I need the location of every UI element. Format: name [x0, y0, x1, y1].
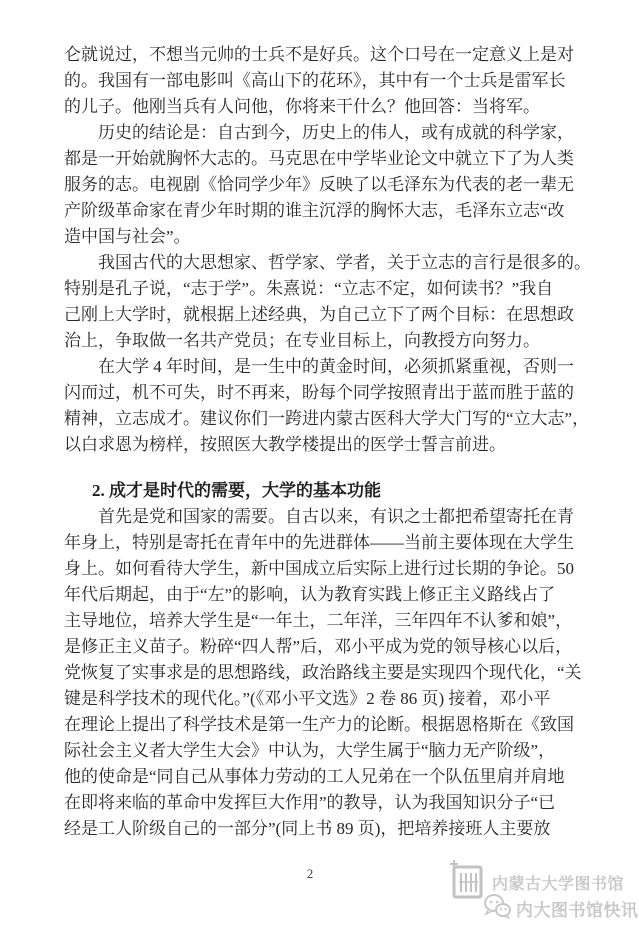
text-line: 身上。如何看待大学生，新中国成立后实际上进行过长期的争论。50 [64, 559, 574, 578]
text-line: 仑就说过，不想当元帅的士兵不是好兵。这个口号在一定意义上是对 [64, 45, 574, 64]
text-line: 特别是孔子说，“志于学”。朱熹说：“立志不定，如何读书？”我自 [64, 279, 554, 298]
text-line: 首先是党和国家的需要。自古以来，有识之士都把希望寄托在青 [98, 507, 574, 526]
text-line: 服务的志。电视剧《恰同学少年》反映了以毛泽东为代表的老一辈无 [64, 175, 574, 194]
text-line: 年身上，特别是寄托在青年中的先进群体——当前主要体现在大学生 [64, 533, 574, 552]
text-line: 以白求恩为榜样，按照医大教学楼提出的医学士誓言前进。 [64, 435, 506, 454]
text-line: 治上，争取做一名共产党员；在专业目标上，向教授方向努力。 [64, 331, 540, 350]
text-line: 际社会主义者大学生大会》中认为，大学生属于“脑力无产阶级”， [64, 741, 556, 760]
library-seal-icon [449, 859, 485, 906]
text-line: 己刚上大学时，就根据上述经典，为自己立下了两个目标：在思想政 [64, 305, 574, 324]
text-line: 的儿子。他刚当兵有人问他，你将来干什么？他回答：当将军。 [64, 97, 540, 116]
text-line: 是修正主义苗子。粉碎“四人帮”后，邓小平成为党的领导核心以后， [64, 637, 573, 656]
wechat-account-name: 内大图书馆快讯 [516, 901, 639, 920]
text-line: 主导地位，培养大学生是“一年土，二年洋，三年四年不认爹和娘”， [64, 611, 573, 630]
text-line: 键是科学技术的现代化。”(《邓小平文选》2 卷 86 页) 接着，邓小平 [64, 689, 551, 708]
watermark-wechat-row [483, 893, 639, 924]
text-line: 我国古代的大思想家、哲学家、学者，关于立志的言行是很多的。 [98, 253, 591, 272]
text-line: 年代后期起，由于“左”的影响，认为教育实践上修正主义路线占了 [64, 585, 556, 604]
watermark [443, 853, 639, 925]
text-line: 在即将来临的革命中发挥巨大作用”的教导，认为我国知识分子“已 [64, 793, 556, 812]
text-line: 的。我国有一部电影叫《高山下的花环》，其中有一个士兵是雷军长 [64, 71, 566, 90]
text-block [64, 42, 591, 842]
section-heading: 2. 成才是时代的需要，大学的基本功能 [92, 481, 382, 500]
text-line: 党恢复了实事求是的思想路线，政治路线主要是实现四个现代化，“关 [64, 663, 582, 682]
library-name: 内蒙古大学图书馆 [492, 876, 625, 893]
text-line: 造中国与社会”。 [64, 227, 191, 246]
wechat-icon [483, 893, 511, 924]
text-line: 他的使命是“同自己从事体力劳动的工人兄弟在一个队伍里肩并肩地 [64, 767, 565, 786]
text-line: 经是工人阶级自己的一部分”(同上书 89 页)，把培养接班人主要放 [64, 819, 551, 838]
text-line: 产阶级革命家在青少年时期的谁主沉浮的胸怀大志，毛泽东立志“改 [64, 201, 565, 220]
text-line: 闪而过，机不可失，时不再来，盼每个同学按照青出于蓝而胜于蓝的 [64, 383, 574, 402]
page-number: 2 [306, 866, 314, 881]
text-line: 在大学 4 年时间，是一生中的黄金时间，必须抓紧重视，否则一 [98, 357, 574, 376]
text-line: 历史的结论是：自古到今，历史上的伟人，或有成就的科学家， [98, 123, 574, 142]
text-line: 精神，立志成才。建议你们一跨进内蒙古医科大学大门写的“立大志”， [64, 409, 590, 428]
text-line: 都是一开始就胸怀大志的。马克思在中学毕业论文中就立下了为人类 [64, 149, 574, 168]
text-line: 在理论上提出了科学技术是第一生产力的论断。根据恩格斯在《致国 [64, 715, 574, 734]
